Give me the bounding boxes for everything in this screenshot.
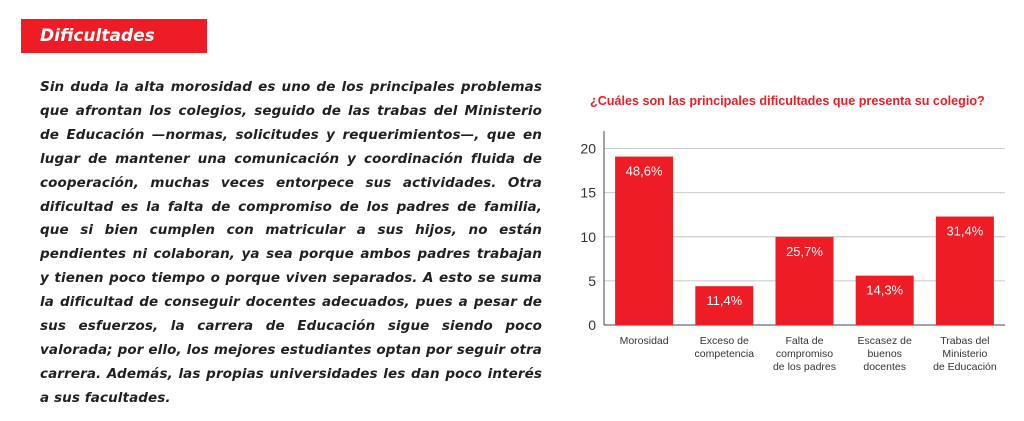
category-label: Exceso de [699, 335, 749, 347]
y-tick-label: 20 [580, 140, 596, 157]
category-label: Ministerio [942, 348, 988, 360]
y-tick-label: 15 [580, 184, 596, 201]
article-body: Sin duda la alta morosidad es uno de los principales problemas que afrontan los colegios, seguido de las trabas del Ministerio de Educación —normas, solicitudes y requerimientos—, que en lugar de mantener una comunicación y coordinación fluida de cooperación, muchas veces entorpece sus actividades. Otra dificultad es la falta de compromiso de los padres de familia, que si bien cumplen con matricular a sus hijos, no están pendientes ni colaboran, ya sea porque ambos padres trabajan y tienen poco tiempo o porque viven separados. A esto se suma la dificultad de conseguir docentes adecuados, pues a pesar de sus esfuerzos, la carrera de Educación sigue siendo poco valorada; por ello, los mejores estudiantes optan por seguir otra carrera. Además, las propias universidades les dan poco interés a sus facultades. [40, 79, 542, 406]
category-label: Trabas del [940, 335, 990, 347]
category-label: de Educación [933, 361, 997, 373]
bar-chart [560, 125, 1020, 375]
category-label: docentes [863, 361, 907, 373]
category-label: de los padres [772, 361, 837, 373]
y-tick-label: 10 [580, 228, 596, 245]
bar-0 [615, 157, 673, 325]
category-label: Falta de [785, 335, 824, 347]
category-label: buenos [867, 348, 902, 360]
data-label: 11,4% [706, 293, 743, 309]
chart-title: ¿Cuáles son las principales dificultades que presenta su colegio? [590, 94, 985, 108]
data-label: 48,6% [625, 163, 663, 179]
section-title: Dificultades [40, 26, 155, 46]
category-label: Escasez de [857, 335, 912, 347]
data-label: 25,7% [786, 243, 823, 259]
data-label: 31,4% [946, 223, 984, 239]
category-label: Morosidad [619, 335, 669, 347]
category-label: compromiso [775, 348, 834, 360]
category-label: competencia [694, 348, 755, 360]
data-label: 14,3% [866, 282, 904, 298]
y-tick-label: 0 [588, 317, 596, 333]
y-tick-label: 5 [588, 272, 596, 289]
section-header [21, 19, 207, 53]
